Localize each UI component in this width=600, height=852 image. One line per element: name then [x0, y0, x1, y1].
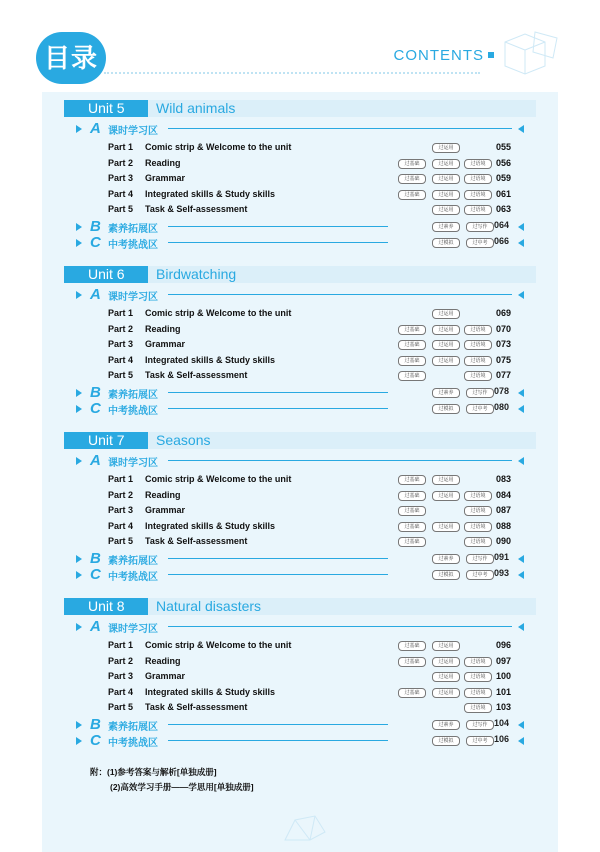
section-letter: C [90, 400, 101, 417]
section-rule [168, 128, 512, 129]
part-row[interactable] [108, 656, 520, 668]
page-number: 091 [494, 552, 510, 562]
practice-stamp: 过语境 [464, 537, 492, 547]
page-number: 083 [496, 474, 512, 484]
section-title: 素养拓展区 [108, 556, 158, 567]
section-title: 中考挑战区 [108, 406, 158, 417]
appendix-line-2: (2)高效学习手册——学思用[单独成册] [110, 782, 254, 792]
page-number: 063 [496, 204, 512, 214]
practice-stamp: 过语境 [464, 672, 492, 682]
part-number: Part 4 [108, 188, 134, 199]
practice-stamp: 过运用 [432, 688, 460, 698]
part-title: Reading [145, 655, 181, 666]
section-rule [168, 558, 388, 559]
practice-stamp: 过运用 [432, 657, 460, 667]
part-number: Part 1 [108, 474, 134, 484]
practice-stamp: 过模拟 [432, 570, 460, 580]
bullet-arrow-icon [76, 721, 82, 729]
practice-stamp: 过基础 [398, 475, 426, 485]
practice-stamp: 过语境 [464, 657, 492, 667]
geometric-decoration-bottom-icon [280, 812, 330, 842]
practice-stamp: 过中考 [466, 404, 494, 414]
part-title: Reading [145, 489, 181, 500]
practice-stamp: 过运用 [432, 309, 460, 319]
part-number: Part 4 [108, 686, 134, 697]
part-title: Comic strip & Welcome to the unit [145, 474, 292, 484]
practice-stamp: 过写作 [466, 720, 494, 730]
section-letter: A [90, 618, 101, 635]
section-letter: A [90, 452, 101, 469]
part-row[interactable] [108, 204, 520, 216]
part-title: Task & Self-assessment [145, 702, 248, 712]
page-number: 106 [494, 734, 510, 744]
part-number: Part 1 [108, 308, 134, 318]
header-divider [104, 72, 480, 74]
end-arrow-icon [518, 623, 524, 631]
section-letter: C [90, 234, 101, 251]
practice-stamp: 过运用 [432, 641, 460, 651]
part-row[interactable] [108, 308, 520, 320]
part-row[interactable] [108, 324, 520, 336]
part-title: Integrated skills & Study skills [145, 686, 276, 697]
page-number: 087 [496, 505, 512, 515]
page-number: 090 [496, 536, 512, 546]
practice-stamp: 过语境 [464, 688, 492, 698]
contents-square-icon [488, 52, 494, 58]
part-row[interactable] [108, 339, 520, 351]
part-number: Part 2 [108, 323, 134, 334]
page-number: 088 [496, 520, 512, 531]
part-title: Comic strip & Welcome to the unit [145, 640, 292, 650]
practice-stamp: 过素养 [432, 554, 460, 564]
part-row[interactable] [108, 640, 520, 652]
bullet-arrow-icon [76, 623, 82, 631]
practice-stamp: 过基础 [398, 522, 426, 532]
section-letter: C [90, 566, 101, 583]
section-letter: A [90, 120, 101, 137]
page-number: 078 [494, 386, 510, 396]
practice-stamp: 过语境 [464, 522, 492, 532]
practice-stamp: 过运用 [432, 522, 460, 532]
page-number: 077 [496, 370, 512, 380]
practice-stamp: 过基础 [398, 190, 426, 200]
practice-stamp: 过语境 [464, 356, 492, 366]
section-title: 课时学习区 [108, 292, 158, 303]
page-number: 100 [496, 671, 512, 681]
section-rule [168, 294, 512, 295]
section-title: 课时学习区 [108, 458, 158, 469]
section-rule [168, 740, 388, 741]
unit-title: Wild animals [156, 100, 236, 116]
end-arrow-icon [518, 457, 524, 465]
section-letter: B [90, 218, 101, 235]
page-number: 096 [496, 640, 512, 650]
practice-stamp: 过语境 [464, 205, 492, 215]
practice-stamp: 过基础 [398, 491, 426, 501]
contents-logo: 目录 [36, 32, 106, 84]
section-b-row[interactable] [76, 718, 524, 732]
page-number: 104 [494, 718, 510, 728]
part-row[interactable] [108, 490, 520, 502]
part-row[interactable] [108, 158, 520, 170]
part-title: Grammar [145, 173, 186, 183]
practice-stamp: 过写作 [466, 554, 494, 564]
unit-label: Unit 6 [64, 266, 148, 283]
practice-stamp: 过语境 [464, 190, 492, 200]
section-title: 素养拓展区 [108, 224, 158, 235]
end-arrow-icon [518, 291, 524, 299]
page-number: 055 [496, 142, 512, 152]
part-number: Part 3 [108, 173, 134, 183]
section-title: 中考挑战区 [108, 738, 158, 749]
unit-title: Natural disasters [156, 598, 262, 614]
part-row[interactable] [108, 505, 520, 517]
unit-label: Unit 7 [64, 432, 148, 449]
section-a-row[interactable] [76, 454, 524, 468]
bullet-arrow-icon [76, 239, 82, 247]
practice-stamp: 过素养 [432, 222, 460, 232]
page-number: 056 [496, 157, 512, 168]
section-a-row[interactable] [76, 620, 524, 634]
section-rule [168, 460, 512, 461]
part-row[interactable] [108, 142, 520, 154]
part-title: Integrated skills & Study skills [145, 354, 276, 365]
part-title: Grammar [145, 505, 186, 515]
practice-stamp: 过运用 [432, 174, 460, 184]
page-number: 103 [496, 702, 512, 712]
practice-stamp: 过素养 [432, 388, 460, 398]
part-row[interactable] [108, 687, 520, 699]
part-number: Part 4 [108, 354, 134, 365]
practice-stamp: 过语境 [464, 506, 492, 516]
page-number: 070 [496, 323, 512, 334]
page-number: 059 [496, 173, 512, 183]
bullet-arrow-icon [76, 571, 82, 579]
page-number: 069 [496, 308, 512, 318]
page-number: 101 [496, 686, 512, 697]
section-a-row[interactable] [76, 288, 524, 302]
practice-stamp: 过基础 [398, 688, 426, 698]
page-number: 084 [496, 489, 512, 500]
practice-stamp: 过素养 [432, 720, 460, 730]
part-title: Comic strip & Welcome to the unit [145, 142, 292, 152]
end-arrow-icon [518, 737, 524, 745]
practice-stamp: 过基础 [398, 340, 426, 350]
part-title: Task & Self-assessment [145, 370, 248, 380]
section-rule [168, 724, 388, 725]
part-number: Part 2 [108, 157, 134, 168]
section-c-row[interactable] [76, 236, 524, 250]
bullet-arrow-icon [76, 405, 82, 413]
end-arrow-icon [518, 555, 524, 563]
practice-stamp: 过模拟 [432, 736, 460, 746]
part-row[interactable] [108, 521, 520, 533]
section-letter: C [90, 732, 101, 749]
practice-stamp: 过基础 [398, 356, 426, 366]
section-title: 课时学习区 [108, 126, 158, 137]
end-arrow-icon [518, 405, 524, 413]
section-rule [168, 242, 388, 243]
page-number: 080 [494, 402, 510, 412]
page-number: 073 [496, 339, 512, 349]
bullet-arrow-icon [76, 223, 82, 231]
practice-stamp: 过运用 [432, 325, 460, 335]
practice-stamp: 过基础 [398, 641, 426, 651]
part-number: Part 2 [108, 655, 134, 666]
part-row[interactable] [108, 702, 520, 714]
part-number: Part 4 [108, 520, 134, 531]
end-arrow-icon [518, 125, 524, 133]
section-c-row[interactable] [76, 402, 524, 416]
part-number: Part 3 [108, 339, 134, 349]
practice-stamp: 过运用 [432, 356, 460, 366]
practice-stamp: 过语境 [464, 340, 492, 350]
end-arrow-icon [518, 239, 524, 247]
bullet-arrow-icon [76, 291, 82, 299]
section-c-row[interactable] [76, 568, 524, 582]
practice-stamp: 过基础 [398, 537, 426, 547]
section-rule [168, 392, 388, 393]
practice-stamp: 过基础 [398, 159, 426, 169]
practice-stamp: 过中考 [466, 570, 494, 580]
section-rule [168, 574, 388, 575]
section-b-row[interactable] [76, 386, 524, 400]
geometric-decoration-icon [495, 30, 565, 80]
practice-stamp: 过语境 [464, 491, 492, 501]
part-number: Part 1 [108, 640, 134, 650]
practice-stamp: 过基础 [398, 371, 426, 381]
section-rule [168, 626, 512, 627]
part-row[interactable] [108, 671, 520, 683]
section-letter: A [90, 286, 101, 303]
page-number: 066 [494, 236, 510, 246]
part-row[interactable] [108, 474, 520, 486]
end-arrow-icon [518, 721, 524, 729]
unit-title: Birdwatching [156, 266, 237, 282]
part-number: Part 5 [108, 204, 134, 214]
part-title: Grammar [145, 339, 186, 349]
practice-stamp: 过运用 [432, 340, 460, 350]
practice-stamp: 过基础 [398, 174, 426, 184]
part-title: Grammar [145, 671, 186, 681]
bullet-arrow-icon [76, 389, 82, 397]
part-number: Part 3 [108, 671, 134, 681]
practice-stamp: 过运用 [432, 190, 460, 200]
end-arrow-icon [518, 389, 524, 397]
practice-stamp: 过中考 [466, 736, 494, 746]
practice-stamp: 过运用 [432, 143, 460, 153]
practice-stamp: 过语境 [464, 325, 492, 335]
practice-stamp: 过写作 [466, 222, 494, 232]
appendix-line-1: 附：(1)参考答案与解析[单独成册] [90, 767, 217, 777]
part-title: Reading [145, 157, 181, 168]
bullet-arrow-icon [76, 555, 82, 563]
bullet-arrow-icon [76, 737, 82, 745]
part-number: Part 5 [108, 702, 134, 712]
part-number: Part 5 [108, 536, 134, 546]
section-title: 素养拓展区 [108, 390, 158, 401]
section-b-row[interactable] [76, 220, 524, 234]
page-number: 097 [496, 655, 512, 666]
practice-stamp: 过基础 [398, 325, 426, 335]
part-title: Integrated skills & Study skills [145, 520, 276, 531]
section-b-row[interactable] [76, 552, 524, 566]
section-title: 课时学习区 [108, 624, 158, 635]
part-title: Comic strip & Welcome to the unit [145, 308, 292, 318]
unit-label: Unit 8 [64, 598, 148, 615]
bullet-arrow-icon [76, 125, 82, 133]
page-number: 075 [496, 354, 512, 365]
practice-stamp: 过运用 [432, 475, 460, 485]
practice-stamp: 过运用 [432, 491, 460, 501]
practice-stamp: 过语境 [464, 371, 492, 381]
part-row[interactable] [108, 189, 520, 201]
part-row[interactable] [108, 370, 520, 382]
part-title: Integrated skills & Study skills [145, 188, 276, 199]
section-c-row[interactable] [76, 734, 524, 748]
section-letter: B [90, 716, 101, 733]
practice-stamp: 过写作 [466, 388, 494, 398]
part-number: Part 1 [108, 142, 134, 152]
unit-label: Unit 5 [64, 100, 148, 117]
practice-stamp: 过语境 [464, 703, 492, 713]
section-a-row[interactable] [76, 122, 524, 136]
end-arrow-icon [518, 223, 524, 231]
end-arrow-icon [518, 571, 524, 579]
page-number: 093 [494, 568, 510, 578]
section-letter: B [90, 550, 101, 567]
practice-stamp: 过模拟 [432, 404, 460, 414]
contents-title: CONTENTS [393, 47, 484, 64]
section-rule [168, 408, 388, 409]
part-row[interactable] [108, 536, 520, 548]
page-number: 061 [496, 188, 512, 199]
practice-stamp: 过语境 [464, 159, 492, 169]
page-number: 064 [494, 220, 510, 230]
practice-stamp: 过基础 [398, 657, 426, 667]
part-title: Reading [145, 323, 181, 334]
practice-stamp: 过运用 [432, 672, 460, 682]
practice-stamp: 过模拟 [432, 238, 460, 248]
bullet-arrow-icon [76, 457, 82, 465]
section-title: 中考挑战区 [108, 572, 158, 583]
practice-stamp: 过基础 [398, 506, 426, 516]
part-title: Task & Self-assessment [145, 204, 248, 214]
practice-stamp: 过中考 [466, 238, 494, 248]
part-number: Part 5 [108, 370, 134, 380]
part-row[interactable] [108, 355, 520, 367]
part-number: Part 3 [108, 505, 134, 515]
section-title: 素养拓展区 [108, 722, 158, 733]
practice-stamp: 过运用 [432, 205, 460, 215]
section-rule [168, 226, 388, 227]
unit-title: Seasons [156, 432, 211, 448]
part-title: Task & Self-assessment [145, 536, 248, 546]
part-number: Part 2 [108, 489, 134, 500]
section-title: 中考挑战区 [108, 240, 158, 251]
part-row[interactable] [108, 173, 520, 185]
practice-stamp: 过语境 [464, 174, 492, 184]
section-letter: B [90, 384, 101, 401]
practice-stamp: 过运用 [432, 159, 460, 169]
